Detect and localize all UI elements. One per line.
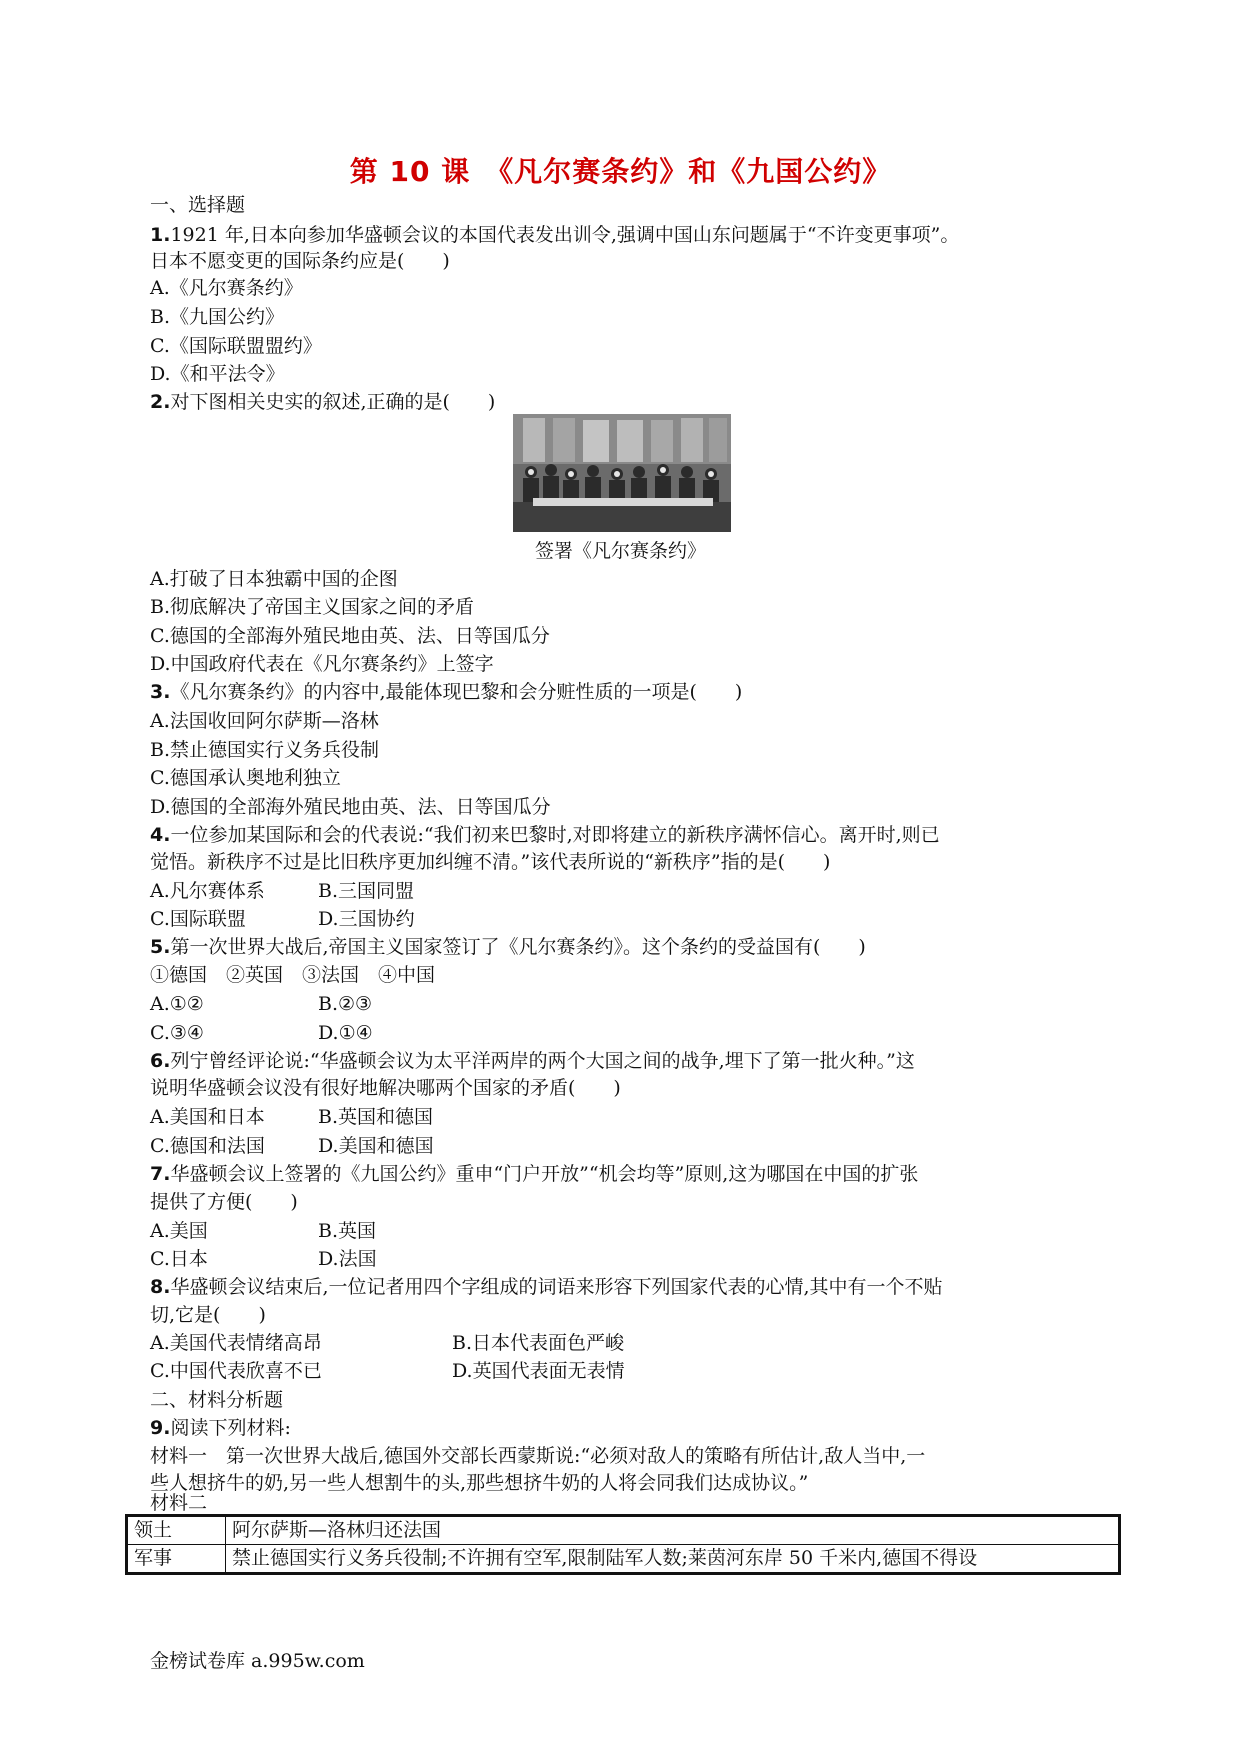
option-d: D.①④ <box>318 1022 373 1044</box>
section-heading-choice: 一、选择题 <box>150 194 246 216</box>
page-title: 第 10 课 《凡尔赛条约》和《九国公约》 <box>349 155 892 188</box>
option-a: A.凡尔赛体系 <box>150 880 265 902</box>
photo-caption: 签署《凡尔赛条约》 <box>534 540 706 562</box>
option-d: D.英国代表面无表情 <box>452 1360 625 1382</box>
material-2-table <box>125 1514 1121 1575</box>
question-4 <box>150 822 940 848</box>
question-text-continued: 说明华盛顿会议没有很好地解决哪两个国家的矛盾( ) <box>150 1077 621 1099</box>
option-d: D.《和平法令》 <box>150 363 285 385</box>
question-text: 1921 年,日本向参加华盛顿会议的本国代表发出训令,强调中国山东问题属于“不许变更事项”。 <box>170 224 960 246</box>
option-d: D.三国协约 <box>318 908 415 930</box>
option-c: C.《国际联盟盟约》 <box>150 335 322 357</box>
option-c: C.德国承认奥地利独立 <box>150 767 341 789</box>
question-number: 2. <box>150 391 171 413</box>
option-b: B.英国 <box>318 1220 377 1242</box>
question-text: 华盛顿会议上签署的《九国公约》重申“门户开放”“机会均等”原则,这为哪国在中国的扩张 <box>170 1163 919 1185</box>
question-6 <box>150 1048 915 1074</box>
question-1 <box>150 222 959 248</box>
photo-illustration <box>513 414 731 532</box>
table-row <box>127 1516 1120 1545</box>
option-d: D.中国政府代表在《凡尔赛条约》上签字 <box>150 653 494 675</box>
question-number: 4. <box>150 824 171 846</box>
question-text: 《凡尔赛条约》的内容中,最能体现巴黎和会分赃性质的一项是( ) <box>170 681 743 703</box>
option-b: B.《九国公约》 <box>150 306 285 328</box>
option-a: A.《凡尔赛条约》 <box>150 277 303 299</box>
treaty-signing-photo <box>513 414 731 532</box>
option-a: A.美国 <box>150 1220 208 1242</box>
option-a: A.打破了日本独霸中国的企图 <box>150 568 398 590</box>
option-a: A.①② <box>150 993 204 1015</box>
option-c: C.中国代表欣喜不已 <box>150 1360 322 1382</box>
section-heading-analysis: 二、材料分析题 <box>150 1389 284 1411</box>
option-b: B.②③ <box>318 993 373 1015</box>
question-text-continued: 切,它是( ) <box>150 1304 266 1326</box>
question-7 <box>150 1161 918 1187</box>
question-text-continued: 觉悟。新秩序不过是比旧秩序更加纠缠不清。”该代表所说的“新秩序”指的是( ) <box>150 851 831 873</box>
option-b: B.日本代表面色严峻 <box>452 1332 625 1354</box>
option-a: A.法国收回阿尔萨斯—洛林 <box>150 710 379 732</box>
question-3 <box>150 679 742 705</box>
material-1: 材料一 第一次世界大战后,德国外交部长西蒙斯说:“必须对敌人的策略有所估计,敌人当中,一 <box>150 1445 926 1467</box>
table-row <box>127 1545 1120 1574</box>
footer-source: 金榜试卷库 a.995w.com <box>150 1650 365 1672</box>
option-d: D.美国和德国 <box>318 1135 434 1157</box>
option-b: B.英国和德国 <box>318 1106 434 1128</box>
question-2 <box>150 389 495 415</box>
material-1-continued: 些人想挤牛的奶,另一些人想割牛的头,那些想挤牛奶的人将会同我们达成协议。” <box>150 1472 809 1494</box>
table-cell-content: 禁止德国实行义务兵役制;不许拥有空军,限制陆军人数;莱茵河东岸 50 千米内,德国不得设 <box>226 1545 1120 1574</box>
question-5 <box>150 934 866 960</box>
question-choices-list: ①德国 ②英国 ③法国 ④中国 <box>150 964 436 986</box>
question-text-continued: 提供了方便( ) <box>150 1191 298 1213</box>
question-number: 7. <box>150 1163 171 1185</box>
question-text: 阅读下列材料: <box>170 1417 291 1439</box>
question-number: 8. <box>150 1276 171 1298</box>
table-cell-category: 军事 <box>127 1545 226 1574</box>
option-b: B.彻底解决了帝国主义国家之间的矛盾 <box>150 596 475 618</box>
material-2-label: 材料二 <box>150 1492 208 1514</box>
option-d: D.法国 <box>318 1248 377 1270</box>
question-9 <box>150 1415 291 1441</box>
option-c: C.③④ <box>150 1022 204 1044</box>
table-cell-content: 阿尔萨斯—洛林归还法国 <box>226 1516 1120 1545</box>
question-number: 5. <box>150 936 171 958</box>
option-a: A.美国和日本 <box>150 1106 265 1128</box>
question-number: 6. <box>150 1050 171 1072</box>
question-number: 1. <box>150 224 171 246</box>
question-text: 对下图相关史实的叙述,正确的是( ) <box>170 391 496 413</box>
question-text: 第一次世界大战后,帝国主义国家签订了《凡尔赛条约》。这个条约的受益国有( ) <box>170 936 866 958</box>
table-cell-category: 领土 <box>127 1516 226 1545</box>
option-c: C.日本 <box>150 1248 208 1270</box>
option-a: A.美国代表情绪高昂 <box>150 1332 322 1354</box>
option-c: C.德国的全部海外殖民地由英、法、日等国瓜分 <box>150 625 550 647</box>
question-text: 一位参加某国际和会的代表说:“我们初来巴黎时,对即将建立的新秩序满怀信心。离开时,则已 <box>170 824 940 846</box>
option-c: C.德国和法国 <box>150 1135 265 1157</box>
question-text: 列宁曾经评论说:“华盛顿会议为太平洋两岸的两个大国之间的战争,埋下了第一批火种。”这 <box>170 1050 915 1072</box>
option-b: B.禁止德国实行义务兵役制 <box>150 739 380 761</box>
question-text: 华盛顿会议结束后,一位记者用四个字组成的词语来形容下列国家代表的心情,其中有一个不贴 <box>170 1276 943 1298</box>
question-number: 9. <box>150 1417 171 1439</box>
option-d: D.德国的全部海外殖民地由英、法、日等国瓜分 <box>150 796 551 818</box>
option-c: C.国际联盟 <box>150 908 246 930</box>
option-b: B.三国同盟 <box>318 880 415 902</box>
question-8 <box>150 1274 943 1300</box>
question-number: 3. <box>150 681 171 703</box>
question-text-continued: 日本不愿变更的国际条约应是( ) <box>150 250 450 272</box>
